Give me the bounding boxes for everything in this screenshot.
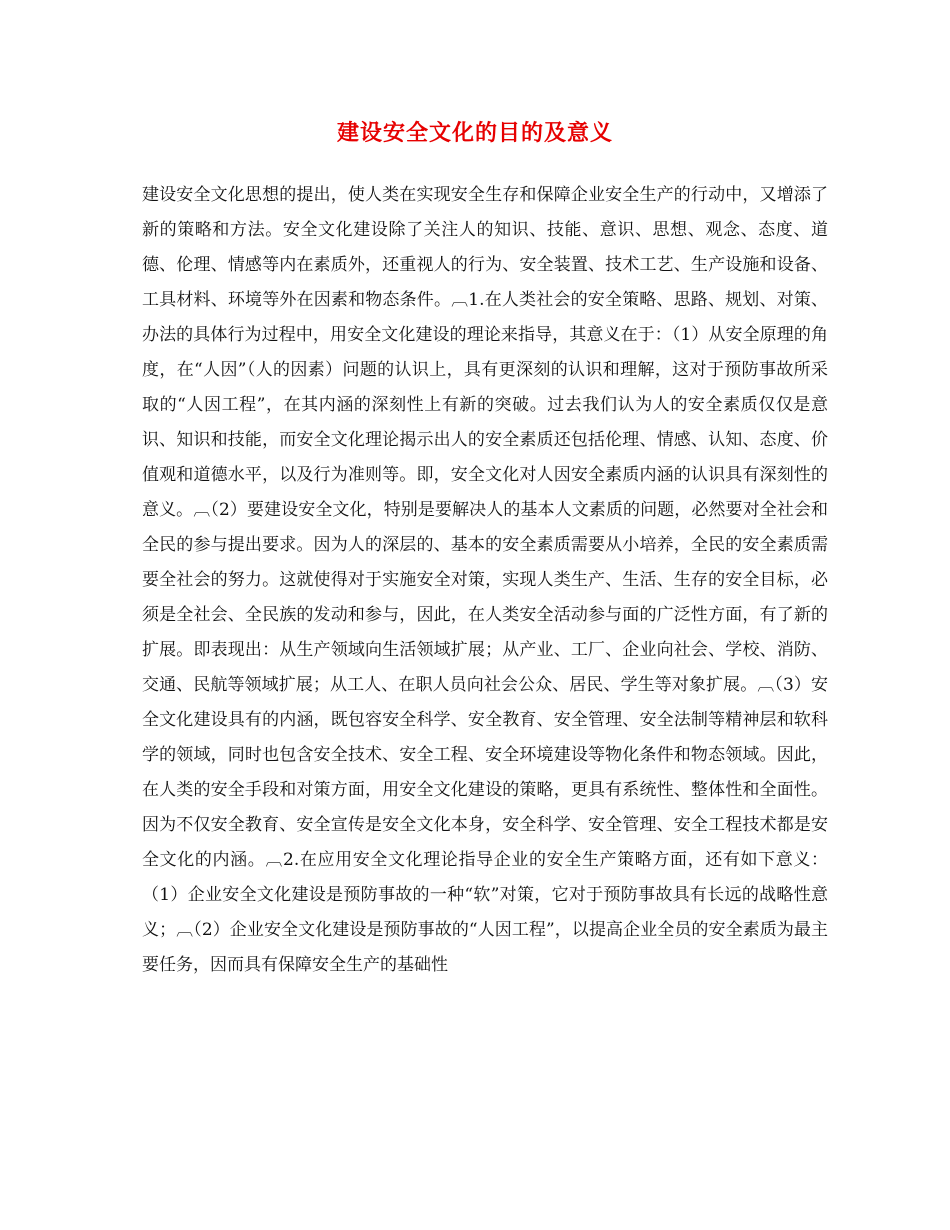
document-body: 建设安全文化思想的提出，使人类在实现安全生存和保障企业安全生产的行动中，又增添了新的策略和方法。安全文化建设除了关注人的知识、技能、意识、思想、观念、态度、道德、伦理、情感等内在素质外，还重视人的行为、安全装置、技术工艺、生产设施和设备、工具材料、环境等外在因素和物态条件。︹1.在人类社会的安全策略、思路、规划、对策、办法的具体行为过程中，用安全文化建设的理论来指导，其意义在于：（1）从安全原理的角度，在“人因”（人的因素）问题的认识上，具有更深刻的认识和理解，这对于预防事故所采取的“人因工程”，在其内涵的深刻性上有新的突破。过去我们认为人的安全素质仅仅是意识、知识和技能，而安全文化理论揭示出人的安全素质还包括伦理、情感、认知、态度、价值观和道德水平，以及行为准则等。即，安全文化对人因安全素质内涵的认识具有深刻性的意义。︹（2）要建设安全文化，特别是要解决人的基本人文素质的问题，必然要对全社会和全民的参与提出要求。因为人的深层的、基本的安全素质需要从小培养，全民的安全素质需要全社会的努力。这就使得对于实施安全对策，实现人类生产、生活、生存的安全目标，必须是全社会、全民族的发动和参与，因此，在人类安全活动参与面的广泛性方面，有了新的扩展。即表现出：从生产领域向生活领域扩展；从产业、工厂、企业向社会、学校、消防、交通、民航等领域扩展；从工人、在职人员向社会公众、居民、学生等对象扩展。︹（3）安全文化建设具有的内涵，既包容安全科学、安全教育、安全管理、安全法制等精神层和软科学的领域，同时也包含安全技术、安全工程、安全环境建设等物化条件和物态领域。因此，在人类的安全手段和对策方面，用安全文化建设的策略，更具有系统性、整体性和全面性。因为不仅安全教育、安全宣传是安全文化本身，安全科学、安全管理、安全工程技术都是安全文化的内涵。︹2.在应用安全文化理论指导企业的安全生产策略方面，还有如下意义：（1）企业安全文化建设是预防事故的一种“软”对策，它对于预防事故具有长远的战略性意义；︹（2）企业安全文化建设是预防事故的“人因工程”，以提高企业全员的安全素质为最主要任务，因而具有保障安全生产的基础性: [142, 185, 828, 975]
document-title: 建设安全文化的目的及意义: [336, 121, 613, 146]
